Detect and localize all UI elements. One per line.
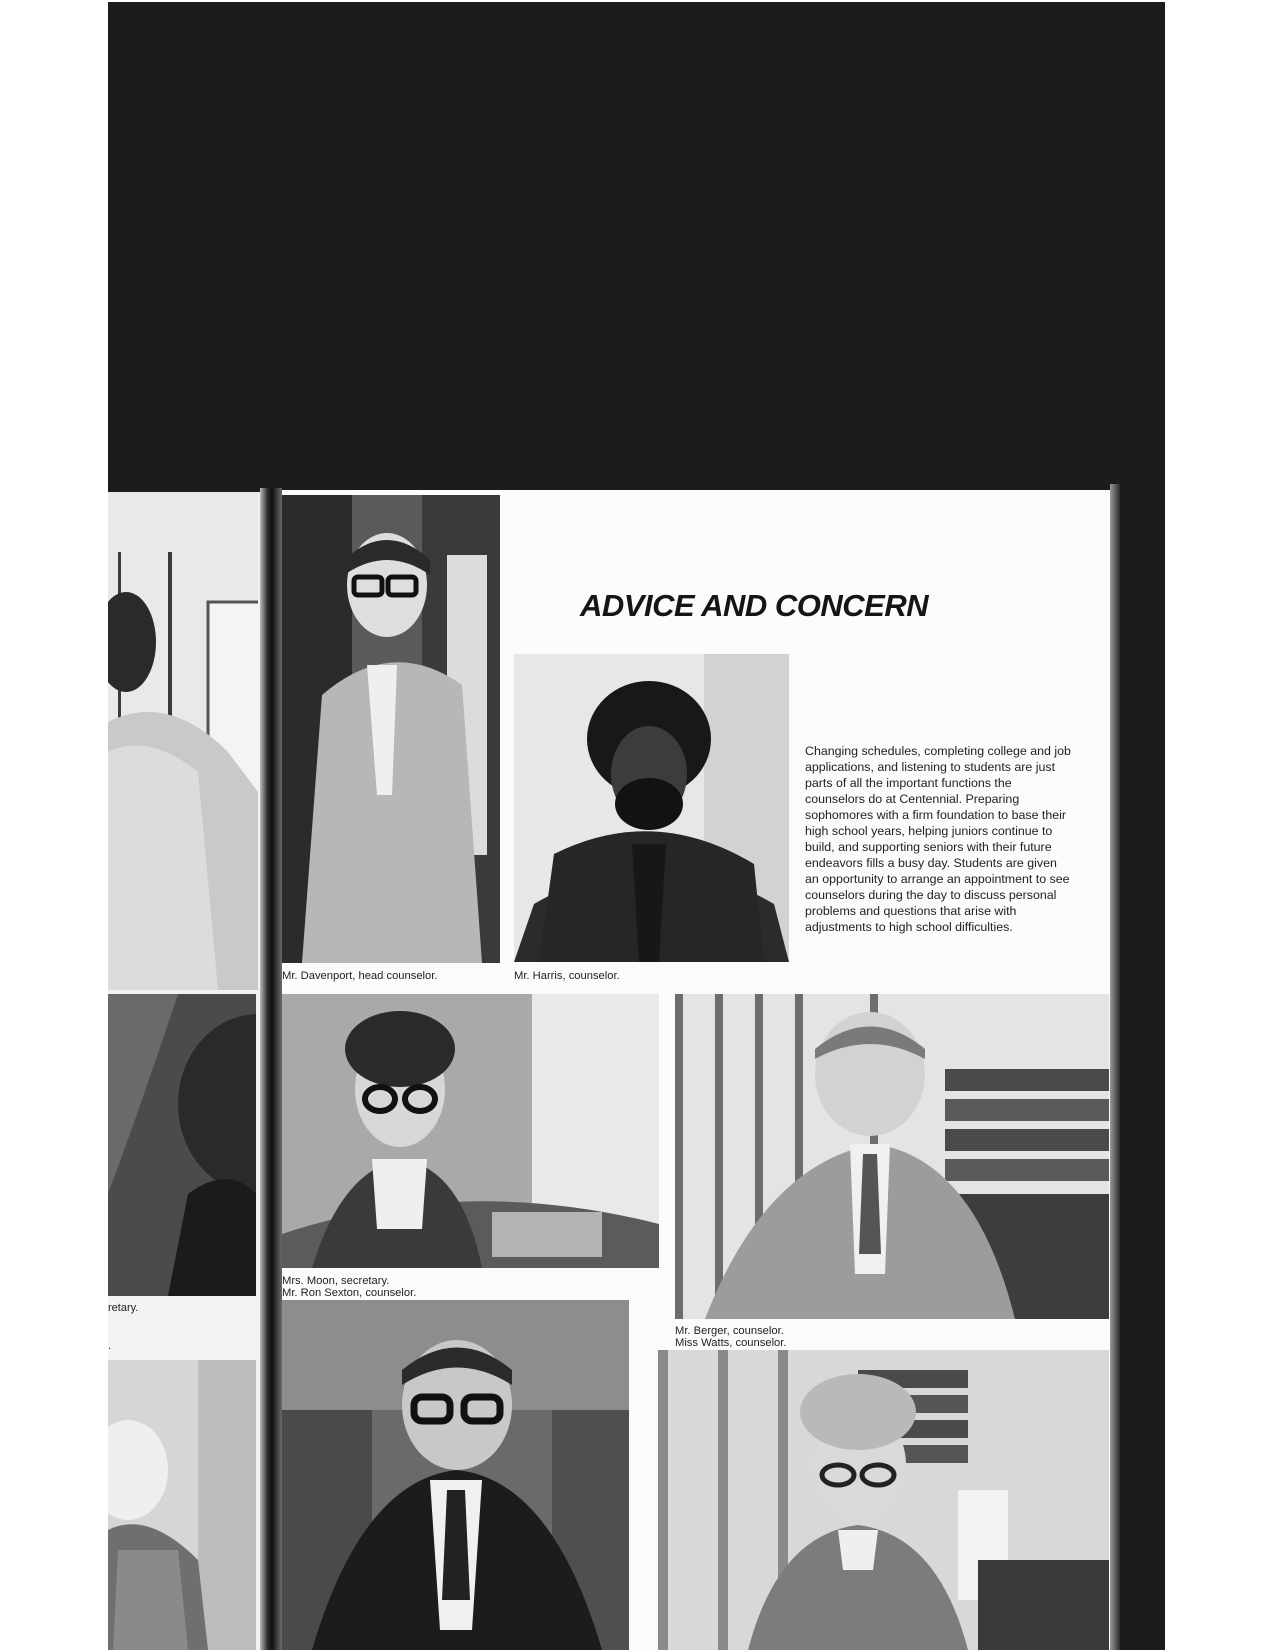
left-page-caption-fragment: retary. <box>108 1302 139 1314</box>
left-page-photo-top <box>108 492 258 990</box>
caption-berger: Mr. Berger, counselor. <box>675 1325 784 1337</box>
caption-watts: Miss Watts, counselor. <box>675 1337 787 1349</box>
book-edge <box>1110 484 1120 1650</box>
caption-moon: Mrs. Moon, secretary. <box>282 1275 390 1287</box>
photo-harris <box>514 654 789 962</box>
photo-watts <box>658 1350 1109 1650</box>
caption-harris: Mr. Harris, counselor. <box>514 970 620 982</box>
book-gutter <box>260 488 282 1650</box>
photo-sexton <box>282 1300 629 1650</box>
page-title: ADVICE AND CONCERN <box>580 588 929 623</box>
photo-berger <box>675 994 1109 1319</box>
left-page-caption-fragment: . <box>108 1340 112 1352</box>
caption-sexton: Mr. Ron Sexton, counselor. <box>282 1287 417 1299</box>
photo-davenport <box>282 495 500 963</box>
photo-moon <box>282 994 659 1268</box>
left-page-photo-middle <box>108 994 256 1296</box>
article-body: Changing schedules, completing college and job applications, and listening to students are just parts of all the important functions the counselors do at Centennial. Preparing sophomores with a firm foundation to base their high school years, helping juniors continue to build, and supporting seniors with their future endeavors fills a busy day. Students are given an opportunity to arrange an appointment to see counselors during the day to discuss personal problems and questions that arise with adjustments to high school difficulties. <box>805 744 1071 934</box>
left-page-photo-bottom <box>108 1360 256 1650</box>
caption-davenport: Mr. Davenport, head counselor. <box>282 970 438 982</box>
